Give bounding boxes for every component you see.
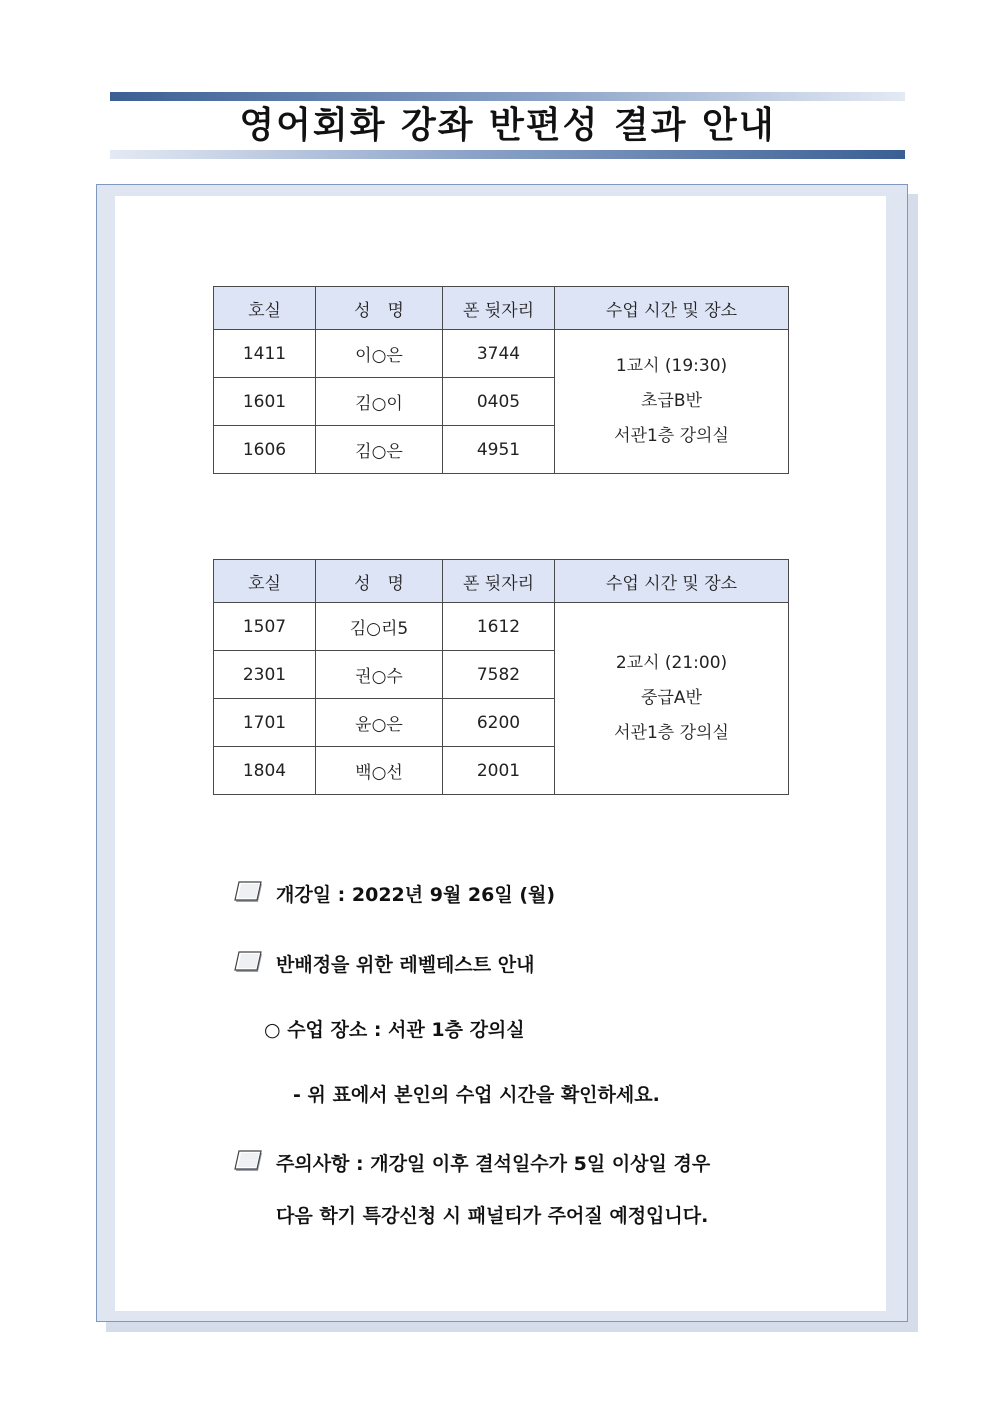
header-phone: 폰 뒷자리 [443,560,555,603]
header-info: 수업 시간 및 장소 [555,287,789,330]
note-class-place: ○ 수업 장소 : 서관 1층 강의실 [264,1019,525,1041]
name-cell: 김○이 [316,378,443,426]
table-row [214,603,789,651]
class-place: 서관1층 강의실 [614,723,729,743]
class-time: 2교시 (21:00) [615,653,728,673]
note-check-time: - 위 표에서 본인의 수업 시간을 확인하세요. [293,1084,660,1106]
room-cell: 1411 [214,330,316,378]
phone-cell: 6200 [443,699,555,747]
header-info: 수업 시간 및 장소 [555,560,789,603]
caution-line-2: 다음 학기 특강신청 시 패널티가 주어질 예정입니다. [276,1205,709,1227]
level-test-text: 반배정을 위한 레벨테스트 안내 [276,954,535,976]
memo-icon [234,1150,260,1172]
header-phone: 폰 뒷자리 [443,287,555,330]
room-cell: 1804 [214,747,316,795]
phone-cell: 2001 [443,747,555,795]
phone-cell: 4951 [443,426,555,474]
table-header-row [214,287,789,330]
room-cell: 1507 [214,603,316,651]
name-cell: 김○은 [316,426,443,474]
room-cell: 1701 [214,699,316,747]
class-place: 서관1층 강의실 [614,426,729,446]
title-bar-top [110,92,905,101]
class-level: 중급A반 [641,688,702,708]
memo-icon [234,881,260,903]
name-cell: 이○은 [316,330,443,378]
phone-cell: 3744 [443,330,555,378]
header-room: 호실 [214,287,316,330]
phone-cell: 7582 [443,651,555,699]
memo-icon [234,951,260,973]
class-info-cell [555,603,789,795]
page-title: 영어회화 강좌 반편성 결과 안내 [239,105,776,146]
class-table-2 [213,559,789,795]
table-row [214,330,789,378]
table-header-row [214,560,789,603]
room-cell: 1601 [214,378,316,426]
caution-line-1: 주의사항 : 개강일 이후 결석일수가 5일 이상일 경우 [276,1153,711,1175]
phone-cell: 0405 [443,378,555,426]
header-name: 성 명 [316,560,443,603]
phone-cell: 1612 [443,603,555,651]
title-bar-bottom [110,150,905,159]
name-cell: 권○수 [316,651,443,699]
class-table-1 [213,286,789,474]
room-cell: 2301 [214,651,316,699]
class-level: 초급B반 [641,391,702,411]
start-date-text: 개강일 : 2022년 9월 26일 (월) [276,884,556,906]
header-name: 성 명 [316,287,443,330]
name-cell: 윤○은 [316,699,443,747]
header-room: 호실 [214,560,316,603]
class-info-cell [555,330,789,474]
room-cell: 1606 [214,426,316,474]
name-cell: 김○리5 [316,603,443,651]
name-cell: 백○선 [316,747,443,795]
class-time: 1교시 (19:30) [615,356,728,376]
